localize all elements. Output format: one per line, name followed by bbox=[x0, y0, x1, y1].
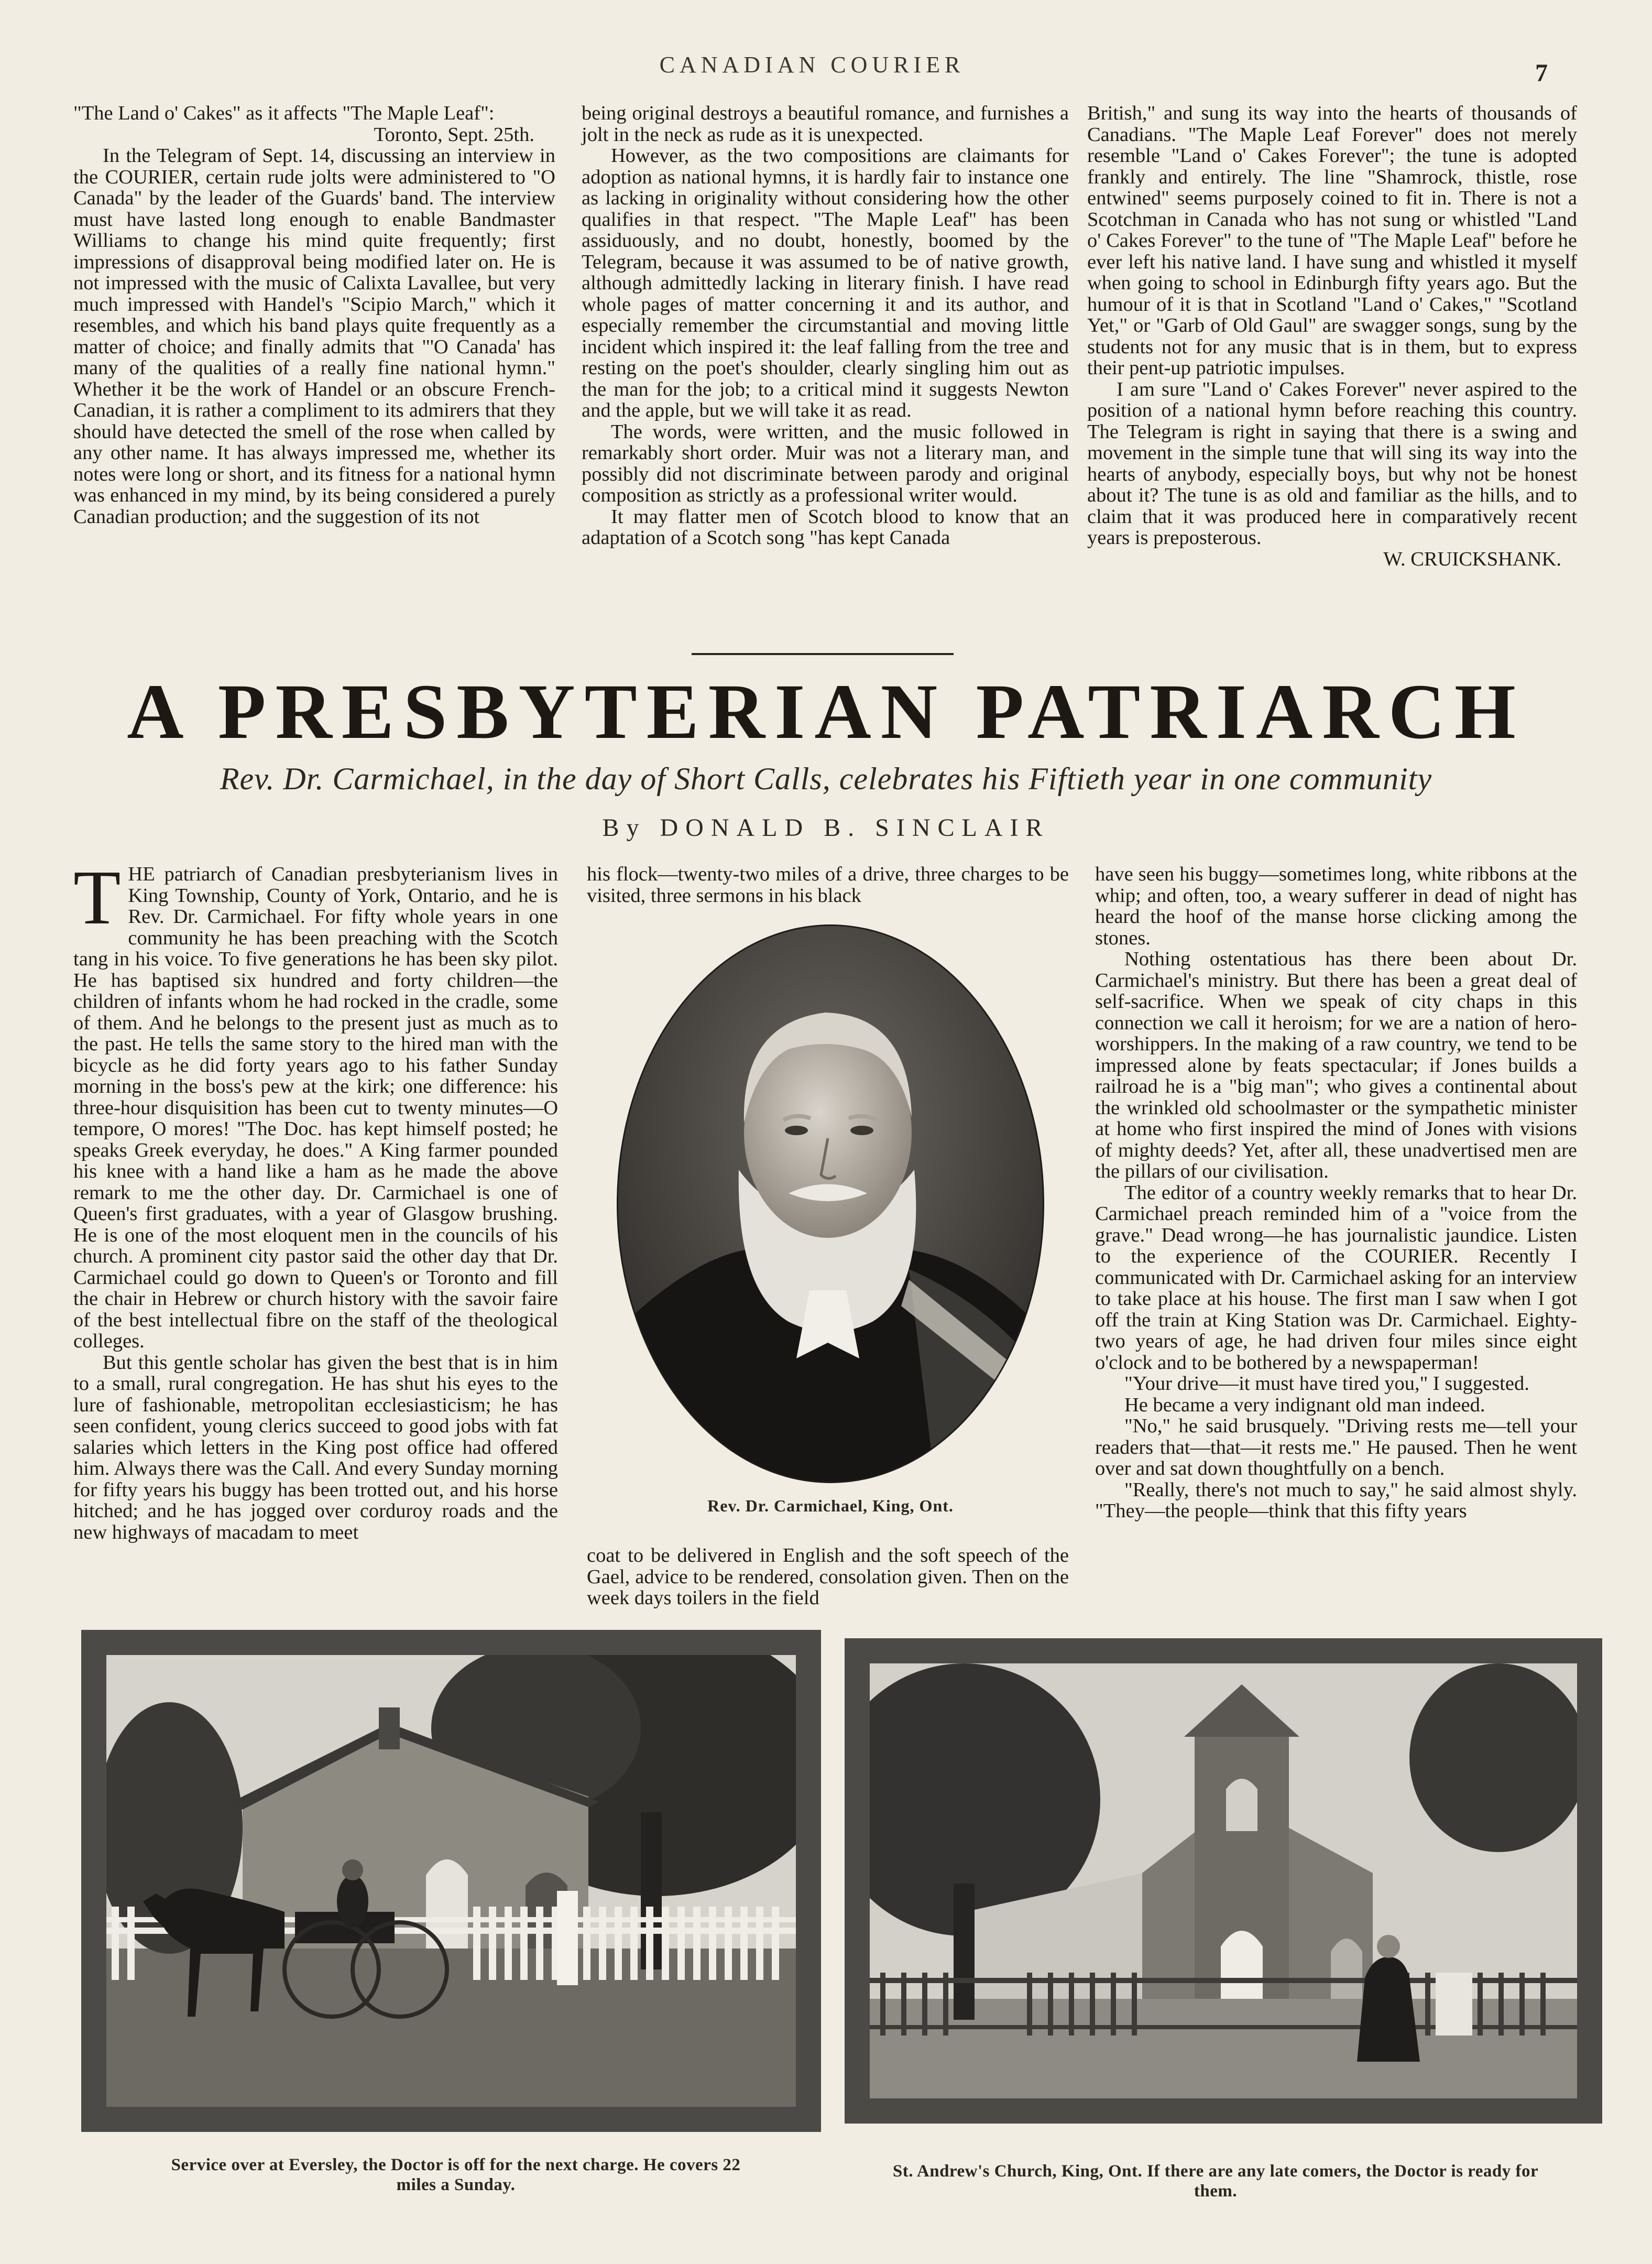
page-number: 7 bbox=[1535, 59, 1548, 87]
article-paragraph: He became a very indignant old man indeed. bbox=[1124, 1394, 1485, 1416]
letter-paragraph: I am sure "Land o' Cakes Forever" never aspired to the position of a national hymn before reaching this country. The Telegram is right in saying that there is a swing and movement in the simple tune that will sing its way into the hearts of anybody, especially boys, but why not be honest about it? The tune is as old and familiar as the hills, and to claim that it was produced here in comparatively recent years is preposterous. bbox=[1087, 378, 1577, 549]
letter-signature: W. CRUICKSHANK. bbox=[1383, 548, 1561, 570]
portrait-caption: Rev. Dr. Carmichael, King, Ont. bbox=[707, 1496, 954, 1515]
article-deck: Rev. Dr. Carmichael, in the day of Short Calls, celebrates his Fiftieth year in one community bbox=[220, 761, 1432, 796]
article-column-2-top bbox=[587, 864, 1069, 906]
article-byline: By DONALD B. SINCLAIR bbox=[602, 814, 1050, 842]
article-paragraph: have seen his buggy—sometimes long, white ribbons at the whip; and often, too, a weary sufferer in dead of night has heard the hoof of the manse horse clicking among the stones. bbox=[1095, 863, 1577, 949]
letter-column-2 bbox=[582, 103, 1069, 549]
letter-column-1 bbox=[73, 103, 555, 527]
portrait-image bbox=[616, 923, 1045, 1484]
portrait-photo bbox=[616, 923, 1045, 1484]
article-paragraph: coat to be delivered in English and the soft speech of the Gael, advice to be rendered, consolation given. Then on the week days toilers in the field bbox=[587, 1544, 1069, 1609]
article-paragraph: "Really, there's not much to say," he said almost shyly. "They—the people—think that this fifty years bbox=[1095, 1478, 1577, 1522]
letter-dateline: Toronto, Sept. 25th. bbox=[374, 123, 534, 146]
article-opening-text: HE patriarch of Canadian presbyterianism lives in King Township, County of York, Ontario, and he is Rev. Dr. Carmichael. For fifty whole years in one community he has been preaching with the Scotch tang in his voice. To five generations he has been sky pilot. He has baptised six hundred and forty children—the children of infants whom he had rocked in the cradle, some of them. And he belongs to the present just as much as to the past. He tells the same story to the hired man with the bicycle as he did forty years ago to his father Sunday morning in the boss's pew at the kirk; one difference: his three-hour disquisition has been cut to twenty minutes—O tempore, O mores! "The Doc. has kept himself posted; he speaks Greek everyday, he does." A King farmer pounded his knee with a hand like a ham as he made the above remark to me the other day. Dr. Carmichael is one of Queen's first graduates, with a year of Glasgow brushing. He is one of the most eloquent men in the councils of his church. A prominent city pastor said the other day that Dr. Carmichael could go down to Queen's or Toronto and fill the chair in Hebrew or church history with the savoir faire of the best intellectual fibre on the staff of the theological colleges. bbox=[73, 863, 558, 1352]
article-paragraph: The editor of a country weekly remarks that to hear Dr. Carmichael preach reminded him of a "voice from the grave." Dead wrong—he has journalistic jaundice. Listen to the experience of the COURIER. Recently I communicated with Dr. Carmichael asking for an interview to take place at his house. The first man I saw when I got off the train at King Station was Dr. Carmichael. Eighty-two years of age, he had driven four miles since eight o'clock and to be bothered by a newspaperman! bbox=[1095, 1181, 1577, 1374]
article-paragraph bbox=[73, 855, 558, 1352]
article-paragraph: Nothing ostentatious has there been about Dr. Carmichael's ministry. But there has been a great deal of self-sacrifice. When we speak of city chaps in this connection we call it heroism; for we are a nation of hero-worshippers. In the making of a raw country, we tend to be impressed alone by feats spectacular; if Jones builds a railroad he is a "big man"; who gives a continental about the wrinkled old schoolmaster or the sympathetic minister at home who first inspired the mind of Jones with visions of mighty deeds? Yet, after all, these unadvertised men are the pillars of our civilisation. bbox=[1095, 948, 1577, 1182]
photo-st-andrews-image bbox=[870, 1663, 1577, 2098]
letter-salutation: "The Land o' Cakes" as it affects "The Maple Leaf": bbox=[73, 102, 495, 124]
letter-paragraph: being original destroys a beautiful romance, and furnishes a jolt in the neck as rude as it is unexpected. bbox=[582, 102, 1069, 146]
article-paragraph: "Your drive—it must have tired you," I suggested. bbox=[1124, 1373, 1529, 1395]
article-headline: A PRESBYTERIAN PATRIARCH bbox=[127, 668, 1525, 755]
running-head: CANADIAN COURIER bbox=[659, 52, 965, 78]
letter-paragraph: The words, were written, and the music followed in remarkably short order. Muir was not a literary man, and possibly did not discriminate between parody and original composition as strictly as a professional writer would. bbox=[582, 420, 1069, 506]
article-paragraph: "No," he said brusquely. "Driving rests me—tell your readers that—that—it rests me." He paused. Then he went over and sat down thoughtfully on a bench. bbox=[1095, 1415, 1577, 1479]
article-column-1 bbox=[73, 855, 558, 1543]
photo-st-andrews-church bbox=[845, 1638, 1602, 2124]
letter-paragraph: It may flatter men of Scotch blood to know that an adaptation of a Scotch song "has kept Canada bbox=[582, 505, 1069, 549]
article-column-2-bottom bbox=[587, 1545, 1069, 1609]
photo-left-caption: Service over at Eversley, the Doctor is off for the next charge. He covers 22 miles a Sunday. bbox=[171, 2156, 741, 2194]
letter-paragraph: In the Telegram of Sept. 14, discussing an interview in the COURIER, certain rude jolts were administered to "O Canada" by the leader of the Guards' band. The interview must have lasted long enough to enable Bandmaster Williams to change his mind quite frequently; first impressions of disapproval being modified later on. He is not impressed with the music of Calixta Lavallee, but very much impressed with Handel's "Scipio March," which it resembles, and which his band plays quite frequently as a matter of choice; and finally admits that "'O Canada' has many of the qualities of a really fine national hymn." Whether it be the work of Handel or an obscure French-Canadian, it is rather a compliment to its admirers that they should have detected the smell of the rose when called by any other name. It has always impressed me, whether its notes were long or short, and its fitness for a national hymn was enhanced in my mind, by its being considered a purely Canadian production; and the suggestion of its not bbox=[73, 145, 555, 528]
article-paragraph: his flock—twenty-two miles of a drive, three charges to be visited, three sermons in his black bbox=[587, 863, 1069, 907]
section-divider bbox=[692, 653, 954, 655]
photo-eversley-image bbox=[106, 1655, 796, 2107]
drop-cap: T bbox=[73, 855, 121, 941]
photo-right-caption: St. Andrew's Church, King, Ont. If there are any late comers, the Doctor is ready for them. bbox=[892, 2162, 1539, 2201]
letter-paragraph: However, as the two compositions are claimants for adoption as national hymns, it is hardly fair to instance one as lacking in originality without considering how the other qualifies in that respect. "The Maple Leaf" has been assiduously, and no doubt, honestly, boomed by the Telegram, because it was assumed to be of native growth, although admittedly lacking in literary finish. I have read whole pages of matter concerning it and its author, and especially remember the circumstantial and moving little incident which inspired it: the leaf falling from the tree and resting on the poet's shoulder, clearly singling him out as the man for the job; to a critical mind it suggests Newton and the apple, but we will take it as read. bbox=[582, 145, 1069, 421]
article-paragraph: But this gentle scholar has given the best that is in him to a small, rural congregation. He has shut his eyes to the lure of fashionable, metropolitan ecclesiasticism; he has seen confident, young clerics succeed to good jobs with fat salaries which letters in the King post office had offered him. Always there was the Call. And every Sunday morning for fifty years his buggy has been trotted out, and his horse hitched; and he has jogged over corduroy roads and the new highways of macadam to meet bbox=[73, 1351, 558, 1543]
photo-eversley-church bbox=[81, 1630, 821, 2132]
article-column-3 bbox=[1095, 864, 1577, 1522]
letter-paragraph: British," and sung its way into the hearts of thousands of Canadians. "The Maple Leaf Forever" does not merely resemble "Land o' Cakes Forever"; the tune is adopted frankly and entirely. The line "Shamrock, thistle, rose entwined" seems purposely coined to fit in. There is not a Scotchman in Canada who has not sung or whistled "Land o' Cakes Forever" to the tune of "The Maple Leaf" before he ever left his native land. I have sung and whistled it myself when going to school in Edinburgh fifty years ago. But the humour of it is that in Scotland "Land o' Cakes," "Scotland Yet," or "Garb of Old Gaul" are swagger songs, sung by the students not for any music that is in them, but to express their pent-up patriotic impulses. bbox=[1087, 102, 1577, 379]
letter-column-3 bbox=[1087, 103, 1577, 570]
